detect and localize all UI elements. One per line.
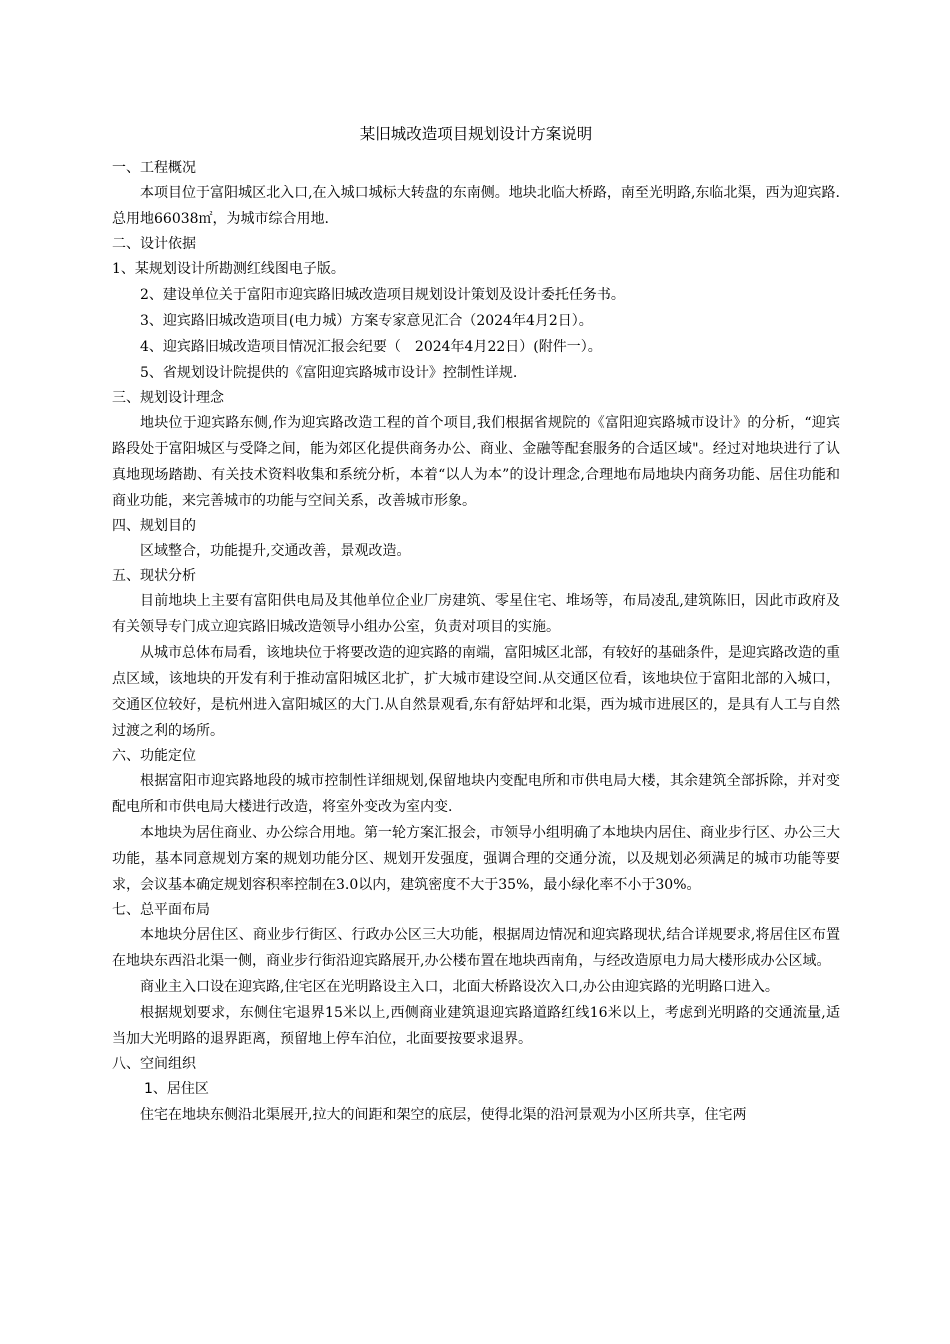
section-heading-purpose: 四、规划目的 (112, 518, 196, 534)
paragraph: 本项目位于富阳城区北入口,在入城口城标大转盘的东南侧。地块北临大桥路，南至光明路,东临北渠，西为迎宾路.总用地66038㎡，为城市综合用地. (112, 185, 840, 227)
list-item: 2、建设单位关于富阳市迎宾路旧城改造项目规划设计策划及设计委托任务书。 (140, 287, 625, 303)
section-heading-overview: 一、工程概况 (112, 160, 196, 176)
paragraph: 地块位于迎宾路东侧,作为迎宾路改造工程的首个项目,我们根据省规院的《富阳迎宾路城市设计》的分析，“迎宾路段处于富阳城区与受降之间，能为郊区化提供商务办公、商业、金融等配套服务的合适区域"。经过对地块进行了认真地现场踏勘、有关技术资料收集和系统分析，本着“以人为本”的设计理念,合理地布局地块内商务功能、居住功能和商业功能，来完善城市的功能与空间关系，改善城市形象。 (112, 415, 840, 509)
section-heading-concept: 三、规划设计理念 (112, 390, 224, 406)
paragraph: 根据富阳市迎宾路地段的城市控制性详细规划,保留地块内变配电所和市供电局大楼，其余建筑全部拆除，并对变配电所和市供电局大楼进行改造，将室外变改为室内变. (112, 773, 840, 815)
paragraph: 本地块分居住区、商业步行街区、行政办公区三大功能，根据周边情况和迎宾路现状,结合详规要求,将居住区布置在地块东西沿北渠一侧，商业步行街沿迎宾路展开,办公楼布置在地块西南角，与经改造原电力局大楼形成办公区域。 (112, 927, 840, 969)
paragraph: 目前地块上主要有富阳供电局及其他单位企业厂房建筑、零星住宅、堆场等，布局凌乱,建筑陈旧，因此市政府及有关领导专门成立迎宾路旧城改造领导小组办公室，负责对项目的实施。 (112, 593, 840, 635)
paragraph: 住宅在地块东侧沿北渠展开,拉大的间距和架空的底层，使得北渠的沿河景观为小区所共享，住宅两 (140, 1107, 747, 1123)
paragraph: 商业主入口设在迎宾路,住宅区在光明路设主入口，北面大桥路设次入口,办公由迎宾路的光明路口进入。 (140, 979, 779, 995)
list-item: 5、省规划设计院提供的《富阳迎宾路城市设计》控制性详规. (140, 365, 518, 381)
document-body (112, 124, 840, 1128)
paragraph: 从城市总体布局看，该地块位于将要改造的迎宾路的南端，富阳城区北部，有较好的基础条件，是迎宾路改造的重点区域，该地块的开发有利于推动富阳城区北扩，扩大城市建设空间.从交通区位看，该地块位于富阳北部的入城口，交通区位较好，是杭州进入富阳城区的大门.从自然景观看,东有舒姑坪和北渠，西为城市进展区的，是具有人工与自然过渡之利的场所。 (112, 645, 840, 739)
subsection-heading-residential: 1、居住区 (144, 1081, 209, 1097)
section-heading-status: 五、现状分析 (112, 568, 196, 584)
paragraph: 根据规划要求，东侧住宅退界15米以上,西侧商业建筑退迎宾路道路红线16米以上，考虑到光明路的交通流量,适当加大光明路的退界距离，预留地上停车泊位，北面要按要求退界。 (112, 1005, 840, 1047)
section-heading-space: 八、空间组织 (112, 1056, 196, 1072)
paragraph: 区域整合，功能提升,交通改善，景观改造。 (140, 543, 411, 559)
section-heading-layout: 七、总平面布局 (112, 902, 210, 918)
list-item: 4、迎宾路旧城改造项目情况汇报会纪要（ 2024年4月22日）(附件一）。 (140, 339, 602, 355)
list-item: 1、某规划设计所勘测红线图电子版。 (112, 261, 345, 277)
section-heading-basis: 二、设计依据 (112, 236, 196, 252)
section-heading-positioning: 六、功能定位 (112, 748, 196, 764)
paragraph: 本地块为居住商业、办公综合用地。第一轮方案汇报会，市领导小组明确了本地块内居住、商业步行区、办公三大功能，基本同意规划方案的规划功能分区、规划开发强度，强调合理的交通分流，以及规划必须满足的城市功能等要求，会议基本确定规划容积率控制在3.0以内，建筑密度不大于35%，最小绿化率不小于30%。 (112, 825, 840, 893)
document-title: 某旧城改造项目规划设计方案说明 (359, 125, 593, 143)
list-item: 3、迎宾路旧城改造项目(电力城）方案专家意见汇合（2024年4月2日）。 (140, 313, 593, 329)
